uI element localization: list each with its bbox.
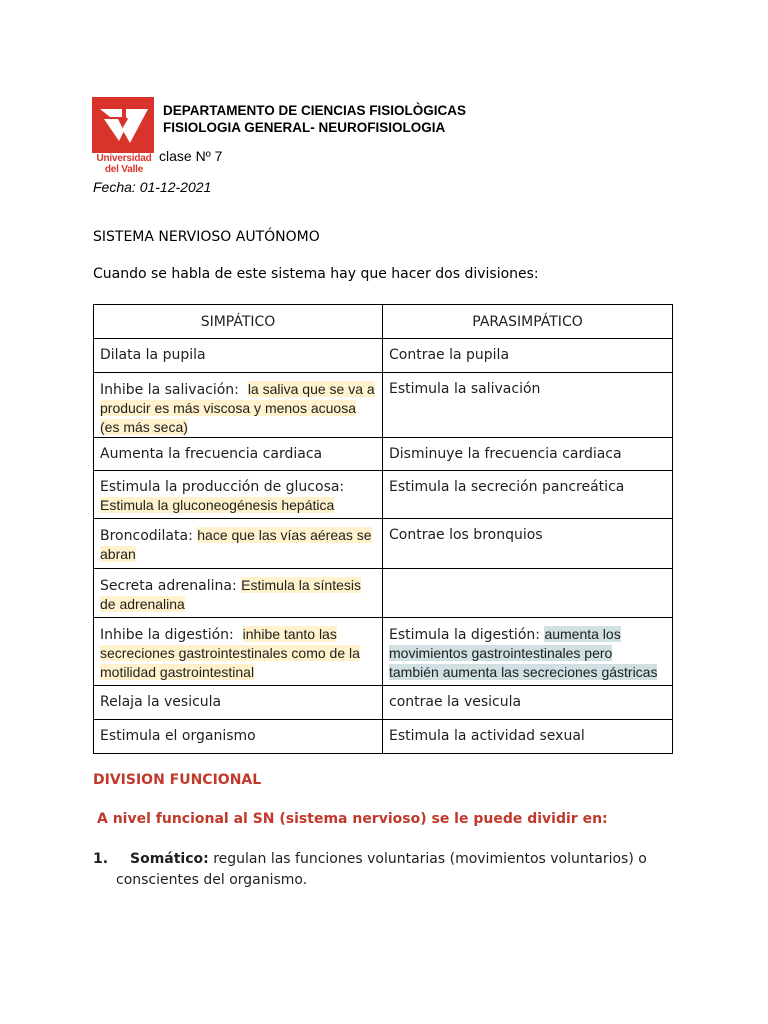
table-row — [94, 519, 673, 569]
header-parasimpatico: PARASIMPÁTICO — [383, 305, 673, 339]
table-header-row — [94, 305, 673, 339]
highlighted-note: aumenta los movimientos gastrointestinales pero también aumenta las secreciones gástricas — [389, 626, 658, 680]
cell-text: Disminuye la frecuencia cardiaca — [389, 446, 622, 462]
cell-text: Estimula la salivación — [389, 381, 541, 397]
cell-text: Inhibe la digestión: — [100, 627, 234, 643]
table-row — [94, 339, 673, 373]
list-term: Somático: — [130, 851, 209, 867]
cell-text: Aumenta la frecuencia cardiaca — [100, 446, 323, 462]
cell-text: Estimula el organismo — [100, 728, 256, 744]
intro-paragraph: Cuando se habla de este sistema hay que hacer dos divisiones: — [93, 266, 539, 282]
logo-text-line1: Universidad — [96, 153, 152, 164]
highlighted-note: hace que las vías aéreas se abran — [100, 527, 372, 562]
date-label: Fecha: 01-12-2021 — [93, 179, 212, 195]
cell-text: Contrae los bronquios — [389, 527, 543, 543]
cell-text: Dilata la pupila — [100, 347, 206, 363]
list-number: 1. — [93, 851, 109, 867]
department-name: DEPARTAMENTO DE CIENCIAS FISIOLÒGICAS — [163, 103, 467, 118]
cell-text: Secreta adrenalina: — [100, 578, 237, 594]
highlighted-note: inhibe tanto las secreciones gastrointestinales como de la motilidad gastrointestinal — [100, 626, 360, 680]
university-logo-icon — [92, 97, 154, 153]
section-title: DIVISION FUNCIONAL — [93, 772, 262, 788]
logo-text-line2: del Valle — [104, 164, 144, 175]
table-row — [94, 373, 673, 438]
department-header — [163, 102, 466, 136]
list-item — [93, 849, 653, 891]
highlighted-note: la saliva que se va a producir es más viscosa y menos acuosa (es más seca) — [100, 381, 375, 435]
header-simpatico: SIMPÁTICO — [94, 305, 383, 339]
page-title: SISTEMA NERVIOSO AUTÓNOMO — [93, 229, 320, 245]
cell-text: Contrae la pupila — [389, 347, 510, 363]
cell-text: Inhibe la salivación: — [100, 382, 239, 398]
table-row — [94, 720, 673, 754]
table-row — [94, 569, 673, 618]
highlighted-note: Estimula la síntesis de adrenalina — [100, 577, 361, 612]
cell-text: Estimula la actividad sexual — [389, 728, 585, 744]
section-subtitle: A nivel funcional al SN (sistema nervioso) se le puede dividir en: — [97, 811, 608, 827]
course-name: FISIOLOGIA GENERAL- NEUROFISIOLOGIA — [163, 120, 446, 135]
class-number: clase Nº 7 — [159, 148, 223, 164]
table-row — [94, 471, 673, 519]
cell-text: Estimula la digestión: — [389, 627, 540, 643]
table-row — [94, 686, 673, 720]
cell-text: Broncodilata: — [100, 528, 193, 544]
list-text: regulan las funciones voluntarias (movimientos voluntarios) o — [213, 851, 647, 867]
table-row — [94, 438, 673, 471]
comparison-table — [93, 304, 673, 754]
cell-text: Estimula la producción de glucosa: — [100, 479, 345, 495]
cell-text: contrae la vesicula — [389, 694, 522, 710]
table-row — [94, 618, 673, 686]
cell-text: Estimula la secreción pancreática — [389, 479, 625, 495]
cell-text: Relaja la vesicula — [100, 694, 222, 710]
list-text-continued: conscientes del organismo. — [116, 872, 308, 888]
highlighted-note: Estimula la gluconeogénesis hepática — [100, 497, 335, 513]
university-logo — [92, 97, 154, 177]
